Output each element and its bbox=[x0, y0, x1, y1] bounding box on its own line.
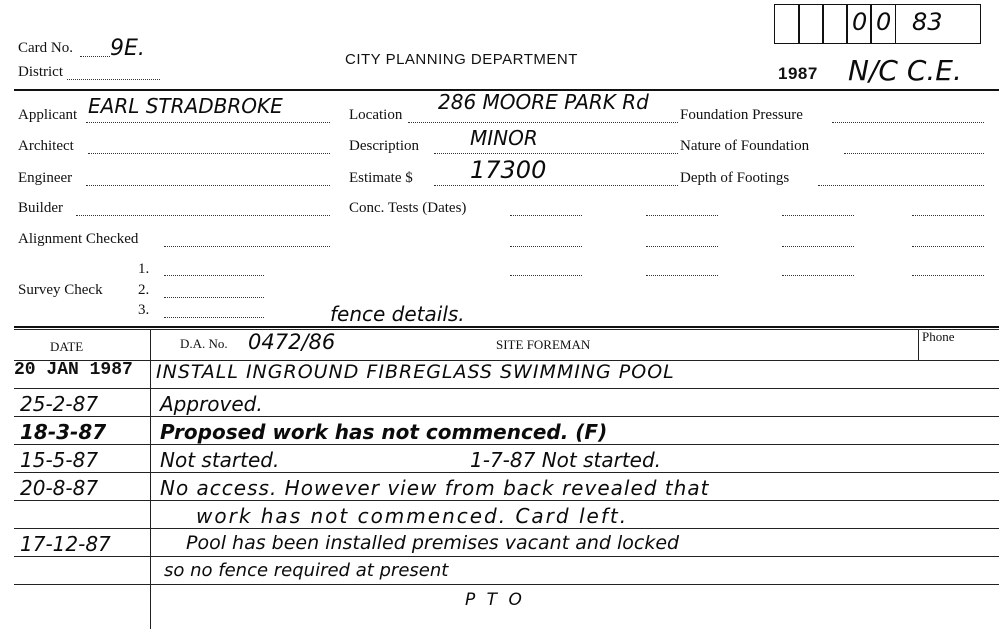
phone-header: Phone bbox=[922, 329, 955, 344]
fence-note: fence details. bbox=[330, 302, 465, 326]
applicant-label: Applicant bbox=[18, 107, 78, 123]
survey-item-2: 2. bbox=[138, 282, 150, 298]
pto-note: P T O bbox=[465, 590, 525, 610]
department-title: CITY PLANNING DEPARTMENT bbox=[345, 51, 578, 68]
estimate-value: 17300 bbox=[470, 156, 547, 184]
log-date-1: 20 JAN 1987 bbox=[14, 360, 133, 380]
nature-foundation-label: Nature of Foundation bbox=[680, 138, 810, 154]
log-text-7: Pool has been installed premises vacant and locked bbox=[186, 532, 680, 554]
survey-item-1: 1. bbox=[138, 261, 150, 277]
log-text-2: Approved. bbox=[160, 392, 263, 416]
district-label: District bbox=[18, 64, 63, 80]
conc-tests-label: Conc. Tests (Dates) bbox=[349, 200, 467, 216]
log-text-3: Proposed work has not commenced. (F) bbox=[160, 420, 608, 444]
site-foreman-header: SITE FOREMAN bbox=[496, 337, 591, 352]
log-date-5: 20-8-87 bbox=[20, 476, 99, 500]
location-label: Location bbox=[349, 107, 403, 123]
depth-footings-label: Depth of Footings bbox=[680, 170, 790, 186]
log-date-4: 15-5-87 bbox=[20, 448, 99, 472]
log-text-6: work has not commenced. Card left. bbox=[196, 504, 629, 528]
survey-item-3: 3. bbox=[138, 302, 150, 318]
builder-label: Builder bbox=[18, 200, 63, 216]
year-label: 1987 bbox=[778, 64, 818, 83]
estimate-label: Estimate $ bbox=[349, 170, 413, 186]
reference-note: N/C C.E. bbox=[848, 54, 962, 87]
log-text-8: so no fence required at present bbox=[164, 560, 449, 581]
log-extra-4: 1-7-87 Not started. bbox=[470, 448, 662, 472]
architect-label: Architect bbox=[18, 138, 74, 154]
engineer-label: Engineer bbox=[18, 170, 73, 186]
foundation-pressure-label: Foundation Pressure bbox=[680, 107, 803, 123]
survey-check-label: Survey Check bbox=[18, 282, 103, 298]
log-date-3: 18-3-87 bbox=[20, 420, 107, 444]
log-text-5: No access. However view from back revealed that bbox=[160, 476, 710, 500]
box-digit-3: 83 bbox=[912, 8, 943, 36]
log-text-1: INSTALL INGROUND FIBREGLASS SWIMMING POOL bbox=[156, 361, 675, 383]
alignment-label: Alignment Checked bbox=[18, 231, 139, 247]
location-value: 286 MOORE PARK Rd bbox=[438, 90, 649, 114]
log-text-4: Not started. bbox=[160, 448, 280, 472]
applicant-value: EARL STRADBROKE bbox=[88, 94, 283, 118]
description-value: MINOR bbox=[470, 126, 538, 150]
card-no-label: Card No. bbox=[18, 40, 73, 56]
da-label: D.A. No. bbox=[180, 336, 228, 351]
date-header: DATE bbox=[50, 339, 84, 354]
description-label: Description bbox=[349, 138, 419, 154]
log-date-7: 17-12-87 bbox=[20, 532, 111, 556]
box-digit-1: 0 bbox=[852, 8, 868, 36]
card-no-value: 9E. bbox=[110, 36, 145, 61]
da-value: 0472/86 bbox=[248, 330, 336, 354]
box-digit-2: 0 bbox=[876, 8, 892, 36]
log-date-2: 25-2-87 bbox=[20, 392, 99, 416]
